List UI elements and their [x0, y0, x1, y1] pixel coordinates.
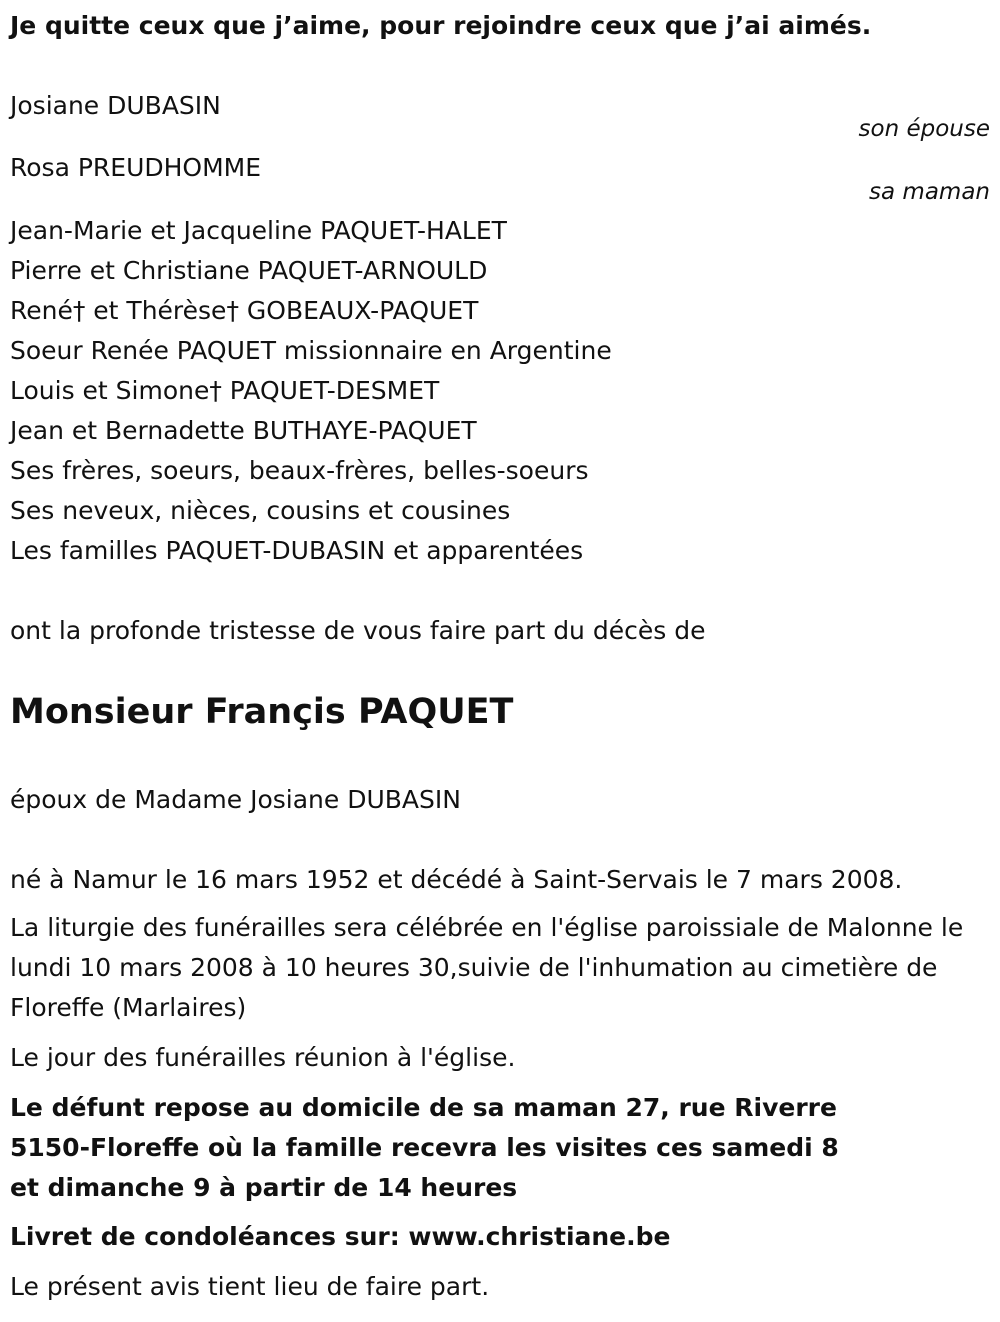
closing-line: Le présent avis tient lieu de faire part. — [10, 1272, 490, 1301]
visits-paragraph: Le défunt repose au domicile de sa maman 27, rue Riverre 5150-Floreffe où la famille recevra les visites ces samedi 8 et dimanche 9 à partir de 14 heures — [10, 1093, 839, 1202]
family-member-relation: son épouse — [858, 116, 990, 142]
family-member-relation: sa maman — [869, 179, 990, 205]
announcement: ont la profonde tristesse de vous faire part du décès de — [10, 616, 706, 645]
relative-line: Jean et Bernadette BUTHAYE-PAQUET — [10, 416, 477, 445]
relative-line: Ses frères, soeurs, beaux-frères, belles-soeurs — [10, 456, 589, 485]
relative-line: Jean-Marie et Jacqueline PAQUET-HALET — [10, 216, 507, 245]
relative-line: Soeur Renée PAQUET missionnaire en Argentine — [10, 336, 612, 365]
spouse-line: époux de Madame Josiane DUBASIN — [10, 785, 461, 814]
relative-line: Les familles PAQUET-DUBASIN et apparentées — [10, 536, 584, 565]
relative-line: Ses neveux, nièces, cousins et cousines — [10, 496, 511, 525]
birth-death-line: né à Namur le 16 mars 1952 et décédé à Saint-Servais le 7 mars 2008. — [10, 865, 903, 894]
condolences-line: Livret de condoléances sur: www.christiane.be — [10, 1222, 671, 1251]
relative-line: Louis et Simone† PAQUET-DESMET — [10, 376, 440, 405]
meeting-line: Le jour des funérailles réunion à l'église. — [10, 1043, 516, 1072]
epigraph: Je quitte ceux que j’aime, pour rejoindre ceux que j’ai aimés. — [10, 11, 872, 40]
family-member-name: Rosa PREUDHOMME — [10, 153, 262, 182]
relative-line: René† et Thérèse† GOBEAUX-PAQUET — [10, 296, 479, 325]
liturgy-paragraph: La liturgie des funérailles sera célébrée en l'église paroissiale de Malonne le lundi 10 mars 2008 à 10 heures 30,suivie de l'inhumation au cimetière de Floreffe (Marlaires) — [10, 913, 964, 1022]
relative-line: Pierre et Christiane PAQUET-ARNOULD — [10, 256, 488, 285]
family-member-name: Josiane DUBASIN — [10, 91, 221, 120]
deceased-name: Monsieur Françis PAQUET — [10, 692, 514, 732]
